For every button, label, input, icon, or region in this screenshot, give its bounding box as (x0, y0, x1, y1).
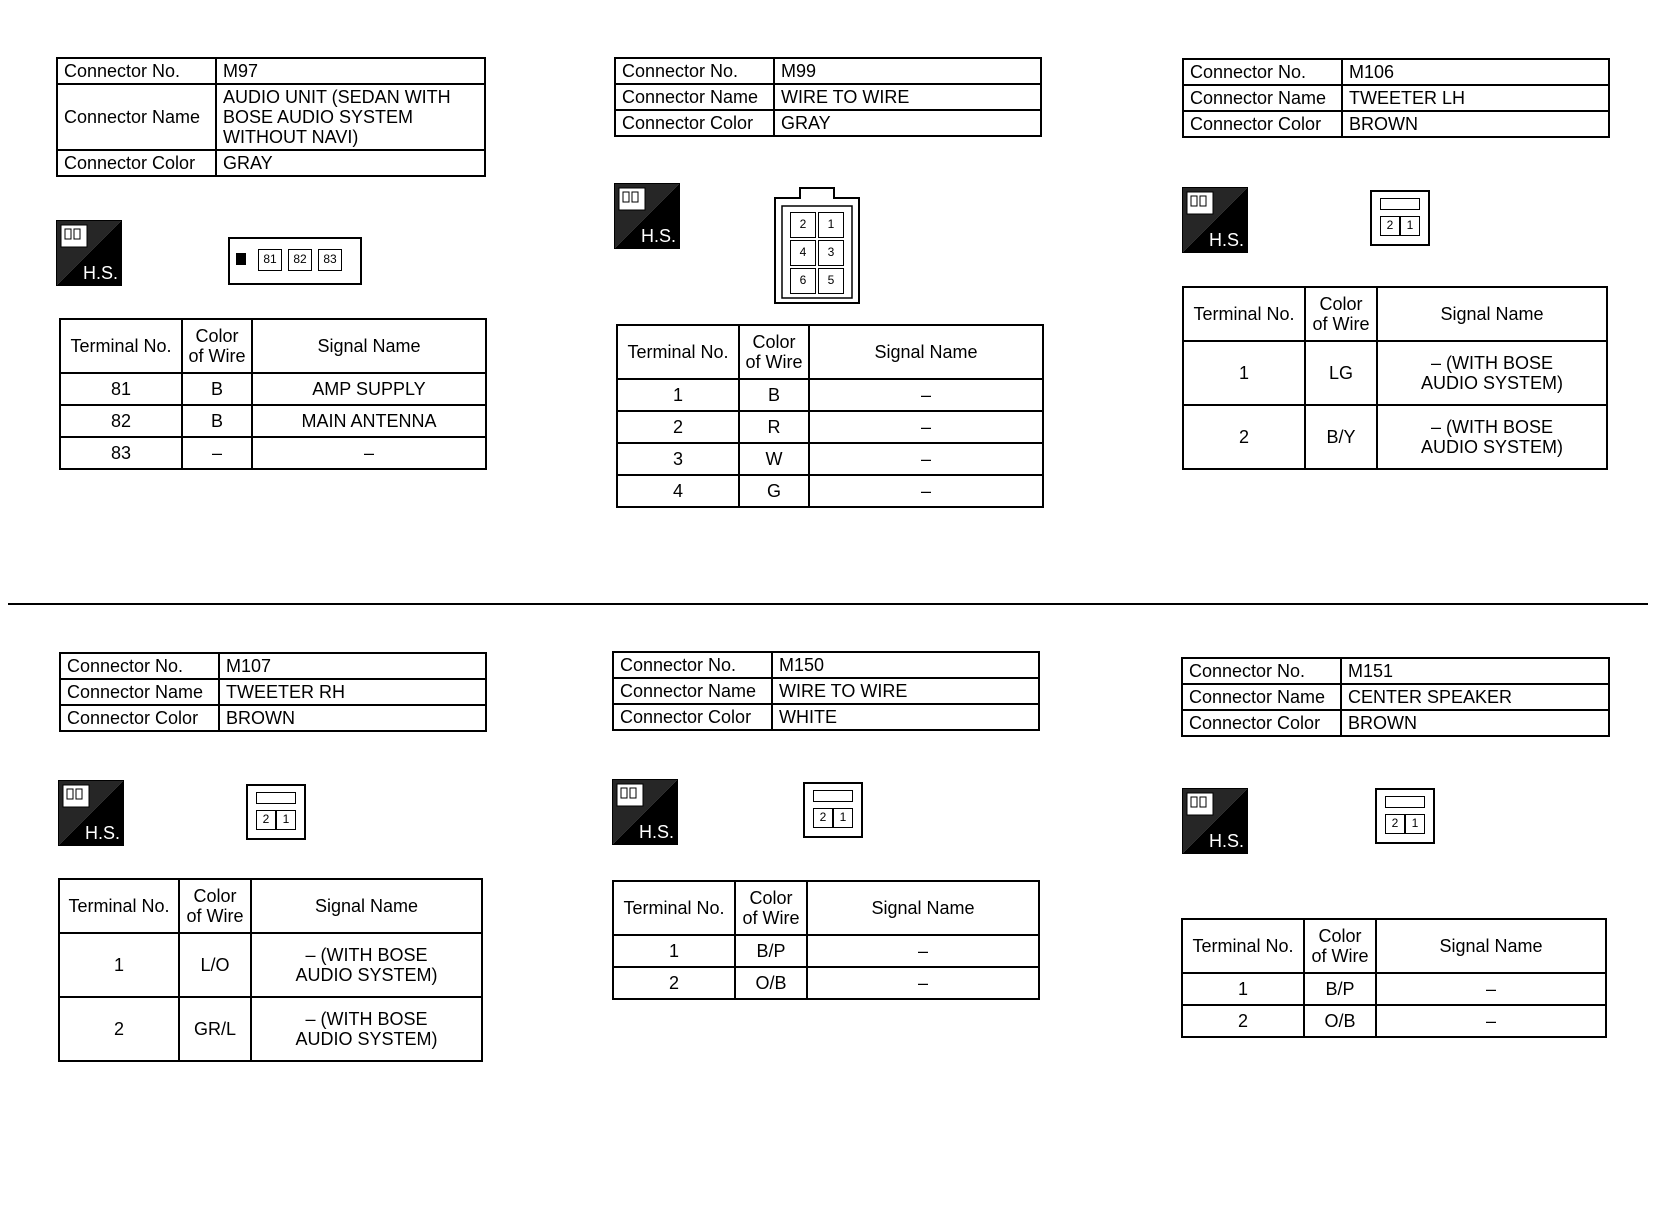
connector-name-label: Connector Name (1182, 684, 1341, 710)
connector-no-label: Connector No. (613, 652, 772, 678)
terminal-no-header: Terminal No. (617, 325, 739, 379)
connector-face-m150 (803, 782, 863, 838)
connector-m97 (56, 57, 486, 177)
signal-name: – (809, 475, 1043, 507)
terminal-no-header: Terminal No. (60, 319, 182, 373)
terminal-no: 2 (617, 411, 739, 443)
connector-name-value: WIRE TO WIRE (772, 678, 1039, 704)
wire-color: G (739, 475, 809, 507)
pin-label: 1 (818, 212, 844, 238)
wire-color: B/P (1304, 973, 1376, 1005)
signal-name: – (252, 437, 486, 469)
section-divider (8, 603, 1648, 605)
connector-name-label: Connector Name (615, 84, 774, 110)
connector-name-label: Connector Name (1183, 85, 1342, 111)
connector-name-value: TWEETER LH (1342, 85, 1609, 111)
terminal-no: 4 (617, 475, 739, 507)
svg-text:H.S.: H.S. (83, 263, 119, 283)
connector-color-value: GRAY (774, 110, 1041, 136)
terminal-table-m107 (58, 878, 483, 1062)
signal-name-header: Signal Name (252, 319, 486, 373)
signal-name-header: Signal Name (1376, 919, 1606, 973)
terminal-no: 82 (60, 405, 182, 437)
terminal-no: 1 (617, 379, 739, 411)
hs-badge-icon (58, 780, 124, 846)
terminal-no: 2 (1182, 1005, 1304, 1037)
connector-header-table (1181, 657, 1610, 737)
wire-color: B (739, 379, 809, 411)
wire-color: W (739, 443, 809, 475)
terminal-no-header: Terminal No. (1183, 287, 1305, 341)
terminal-no: 2 (613, 967, 735, 999)
hs-badge-icon (56, 220, 122, 286)
wire-color-header: Color of Wire (1305, 287, 1377, 341)
terminal-no: 1 (1182, 973, 1304, 1005)
connector-m107 (59, 652, 487, 732)
signal-name: – (WITH BOSE AUDIO SYSTEM) (251, 933, 482, 997)
connector-face-m97 (228, 237, 362, 285)
signal-name: – (807, 967, 1039, 999)
pin-label: 1 (276, 810, 296, 830)
svg-text:H.S.: H.S. (1209, 230, 1245, 250)
connector-name-value: WIRE TO WIRE (774, 84, 1041, 110)
pin-label: 4 (790, 240, 816, 266)
signal-name: – (809, 411, 1043, 443)
connector-name-label: Connector Name (60, 679, 219, 705)
pin-label: 3 (818, 240, 844, 266)
connector-no-value: M99 (774, 58, 1041, 84)
pin-label: 2 (256, 810, 276, 830)
wire-color: B (182, 373, 252, 405)
connector-m150 (612, 651, 1040, 731)
terminal-table-m150 (612, 880, 1040, 1000)
connector-header-table (56, 57, 486, 177)
pin-label: 81 (258, 249, 282, 271)
hs-badge-icon (614, 183, 680, 249)
connector-face-m107 (246, 784, 306, 840)
connector-color-value: BROWN (1342, 111, 1609, 137)
terminal-no: 83 (60, 437, 182, 469)
wire-color-header: Color of Wire (735, 881, 807, 935)
connector-name-value: CENTER SPEAKER (1341, 684, 1609, 710)
wire-color-header: Color of Wire (739, 325, 809, 379)
wire-color: B (182, 405, 252, 437)
signal-name: – (WITH BOSE AUDIO SYSTEM) (251, 997, 482, 1061)
connector-header-table (612, 651, 1040, 731)
pin-label: 82 (288, 249, 312, 271)
connector-color-value: GRAY (216, 150, 485, 176)
signal-name-header: Signal Name (251, 879, 482, 933)
signal-name: – (WITH BOSE AUDIO SYSTEM) (1377, 341, 1607, 405)
terminal-no: 1 (613, 935, 735, 967)
wire-color-header: Color of Wire (179, 879, 251, 933)
connector-header-table (1182, 58, 1610, 138)
connector-no-label: Connector No. (1182, 658, 1341, 684)
connector-face-m99 (774, 184, 860, 304)
signal-name-header: Signal Name (807, 881, 1039, 935)
connector-no-value: M97 (216, 58, 485, 84)
connector-no-label: Connector No. (57, 58, 216, 84)
pin-label: 2 (790, 212, 816, 238)
connector-header-table (614, 57, 1042, 137)
pin-label: 1 (1405, 814, 1425, 834)
terminal-no-header: Terminal No. (613, 881, 735, 935)
wire-color: B/P (735, 935, 807, 967)
wire-color: B/Y (1305, 405, 1377, 469)
connector-name-value: TWEETER RH (219, 679, 486, 705)
connector-face-m106 (1370, 190, 1430, 246)
connector-color-value: BROWN (219, 705, 486, 731)
connector-no-value: M107 (219, 653, 486, 679)
connector-name-label: Connector Name (57, 84, 216, 150)
wire-color-header: Color of Wire (1304, 919, 1376, 973)
connector-color-label: Connector Color (57, 150, 216, 176)
terminal-table-m106 (1182, 286, 1608, 470)
svg-text:H.S.: H.S. (85, 823, 121, 843)
hs-badge-icon (612, 779, 678, 845)
connector-color-label: Connector Color (613, 704, 772, 730)
connector-color-label: Connector Color (1183, 111, 1342, 137)
connector-color-label: Connector Color (615, 110, 774, 136)
pin-label: 5 (818, 268, 844, 294)
connector-m99 (614, 57, 1042, 137)
pin-label: 83 (318, 249, 342, 271)
wire-color: O/B (735, 967, 807, 999)
wire-color: GR/L (179, 997, 251, 1061)
signal-name: – (807, 935, 1039, 967)
wire-color-header: Color of Wire (182, 319, 252, 373)
pin-label: 6 (790, 268, 816, 294)
connector-no-label: Connector No. (60, 653, 219, 679)
connector-color-value: WHITE (772, 704, 1039, 730)
wire-color: O/B (1304, 1005, 1376, 1037)
pin-label: 2 (1380, 216, 1400, 236)
terminal-no-header: Terminal No. (1182, 919, 1304, 973)
connector-no-value: M151 (1341, 658, 1609, 684)
wire-color: R (739, 411, 809, 443)
terminal-no: 1 (1183, 341, 1305, 405)
terminal-table-m151 (1181, 918, 1607, 1038)
pin-label: 2 (1385, 814, 1405, 834)
pin-label: 2 (813, 808, 833, 828)
signal-name: AMP SUPPLY (252, 373, 486, 405)
terminal-table-m97 (59, 318, 487, 470)
signal-name: MAIN ANTENNA (252, 405, 486, 437)
connector-m106 (1182, 58, 1610, 138)
connector-m151 (1181, 657, 1610, 737)
terminal-no: 3 (617, 443, 739, 475)
terminal-no: 2 (59, 997, 179, 1061)
connector-header-table (59, 652, 487, 732)
connector-no-label: Connector No. (1183, 59, 1342, 85)
terminal-no-header: Terminal No. (59, 879, 179, 933)
connector-no-label: Connector No. (615, 58, 774, 84)
terminal-table-m99 (616, 324, 1044, 508)
signal-name-header: Signal Name (1377, 287, 1607, 341)
signal-name: – (WITH BOSE AUDIO SYSTEM) (1377, 405, 1607, 469)
signal-name: – (1376, 973, 1606, 1005)
connector-color-value: BROWN (1341, 710, 1609, 736)
connector-color-label: Connector Color (60, 705, 219, 731)
hs-badge-icon (1182, 187, 1248, 253)
connector-color-label: Connector Color (1182, 710, 1341, 736)
wire-color: LG (1305, 341, 1377, 405)
svg-text:H.S.: H.S. (639, 822, 675, 842)
connector-name-value: AUDIO UNIT (SEDAN WITH BOSE AUDIO SYSTEM WITHOUT NAVI) (216, 84, 485, 150)
pin-label: 1 (833, 808, 853, 828)
terminal-no: 1 (59, 933, 179, 997)
connector-no-value: M106 (1342, 59, 1609, 85)
svg-text:H.S.: H.S. (1209, 831, 1245, 851)
svg-text:H.S.: H.S. (641, 226, 677, 246)
wire-color: – (182, 437, 252, 469)
wire-color: L/O (179, 933, 251, 997)
connector-face-m151 (1375, 788, 1435, 844)
signal-name: – (809, 379, 1043, 411)
connector-name-label: Connector Name (613, 678, 772, 704)
signal-name-header: Signal Name (809, 325, 1043, 379)
signal-name: – (809, 443, 1043, 475)
terminal-no: 2 (1183, 405, 1305, 469)
connector-no-value: M150 (772, 652, 1039, 678)
signal-name: – (1376, 1005, 1606, 1037)
pin-label: 1 (1400, 216, 1420, 236)
terminal-no: 81 (60, 373, 182, 405)
hs-badge-icon (1182, 788, 1248, 854)
